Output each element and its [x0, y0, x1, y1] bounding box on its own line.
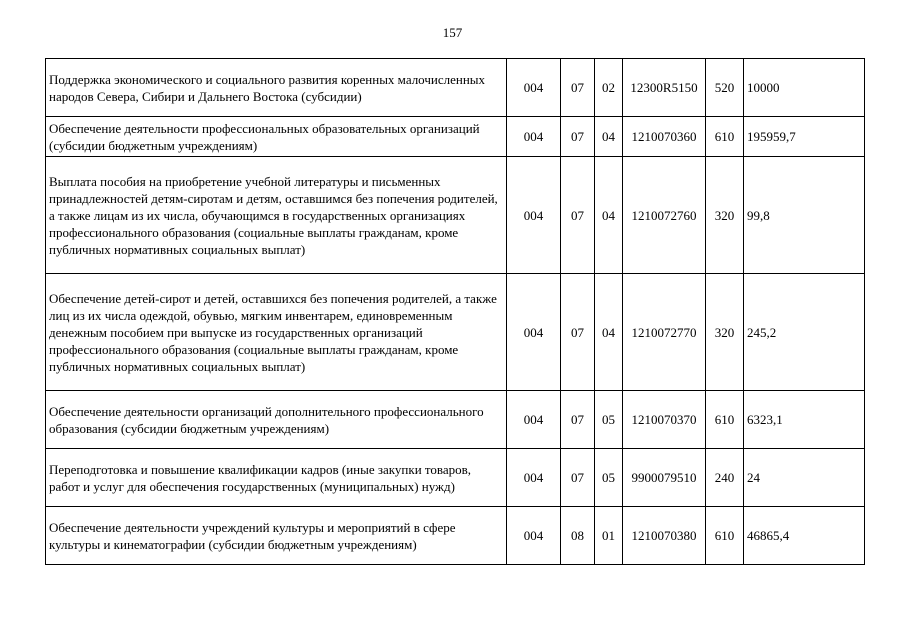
- target-code-cell: 1210072770: [623, 274, 706, 391]
- section-code-cell: 08: [561, 507, 595, 565]
- expense-name-cell: Обеспечение деятельности учреждений культуры и мероприятий в сфере культуры и кинематографии (субсидии бюджетным учреждениям): [46, 507, 507, 565]
- section-code-cell: 07: [561, 449, 595, 507]
- expense-type-cell: 610: [706, 117, 744, 157]
- amount-cell: 24: [744, 449, 865, 507]
- section-code-cell: 07: [561, 157, 595, 274]
- subsection-code-cell: 01: [595, 507, 623, 565]
- amount-cell: 6323,1: [744, 391, 865, 449]
- expense-type-cell: 520: [706, 59, 744, 117]
- table-row: [46, 59, 865, 117]
- target-code-cell: 1210070360: [623, 117, 706, 157]
- expense-type-cell: 320: [706, 157, 744, 274]
- table-row: [46, 507, 865, 565]
- ministry-code-cell: 004: [507, 157, 561, 274]
- target-code-cell: 1210072760: [623, 157, 706, 274]
- subsection-code-cell: 04: [595, 157, 623, 274]
- expense-type-cell: 610: [706, 507, 744, 565]
- subsection-code-cell: 04: [595, 117, 623, 157]
- amount-cell: 10000: [744, 59, 865, 117]
- expense-name-cell: Обеспечение деятельности организаций дополнительного профессионального образования (субсидии бюджетным учреждениям): [46, 391, 507, 449]
- amount-cell: 46865,4: [744, 507, 865, 565]
- section-code-cell: 07: [561, 117, 595, 157]
- subsection-code-cell: 05: [595, 449, 623, 507]
- expense-name-cell: Поддержка экономического и социального развития коренных малочисленных народов Севера, Сибири и Дальнего Востока (субсидии): [46, 59, 507, 117]
- subsection-code-cell: 05: [595, 391, 623, 449]
- table-row: [46, 274, 865, 391]
- ministry-code-cell: 004: [507, 507, 561, 565]
- expense-type-cell: 610: [706, 391, 744, 449]
- table-row: [46, 391, 865, 449]
- amount-cell: 195959,7: [744, 117, 865, 157]
- section-code-cell: 07: [561, 274, 595, 391]
- subsection-code-cell: 04: [595, 274, 623, 391]
- expense-name-cell: Обеспечение деятельности профессиональных образовательных организаций (субсидии бюджетным учреждениям): [46, 117, 507, 157]
- expense-type-cell: 320: [706, 274, 744, 391]
- section-code-cell: 07: [561, 59, 595, 117]
- ministry-code-cell: 004: [507, 59, 561, 117]
- target-code-cell: 9900079510: [623, 449, 706, 507]
- target-code-cell: 1210070380: [623, 507, 706, 565]
- table-row: [46, 449, 865, 507]
- expense-name-cell: Выплата пособия на приобретение учебной литературы и письменных принадлежностей детям-сиротам и детям, оставшимся без попечения родителей, а также лицам из их числа, обучающимся в государственных организациях профессионального образования (социальные выплаты гражданам, кроме публичных нормативных социальных выплат): [46, 157, 507, 274]
- subsection-code-cell: 02: [595, 59, 623, 117]
- budget-table: [45, 58, 865, 565]
- table-row: [46, 157, 865, 274]
- ministry-code-cell: 004: [507, 391, 561, 449]
- ministry-code-cell: 004: [507, 117, 561, 157]
- table-body: [46, 59, 865, 565]
- target-code-cell: 1210070370: [623, 391, 706, 449]
- expense-type-cell: 240: [706, 449, 744, 507]
- expense-name-cell: Обеспечение детей-сирот и детей, оставшихся без попечения родителей, а также лиц из их числа одеждой, обувью, мягким инвентарем, единовременным денежным пособием при выпуске из государственных организаций профессионального образования (социальные выплаты гражданам, кроме публичных нормативных социальных выплат): [46, 274, 507, 391]
- page-number: 157: [442, 25, 463, 40]
- target-code-cell: 12300R5150: [623, 59, 706, 117]
- amount-cell: 99,8: [744, 157, 865, 274]
- expense-name-cell: Переподготовка и повышение квалификации кадров (иные закупки товаров, работ и услуг для обеспечения государственных (муниципальных) нужд): [46, 449, 507, 507]
- ministry-code-cell: 004: [507, 449, 561, 507]
- amount-cell: 245,2: [744, 274, 865, 391]
- ministry-code-cell: 004: [507, 274, 561, 391]
- table-row: [46, 117, 865, 157]
- section-code-cell: 07: [561, 391, 595, 449]
